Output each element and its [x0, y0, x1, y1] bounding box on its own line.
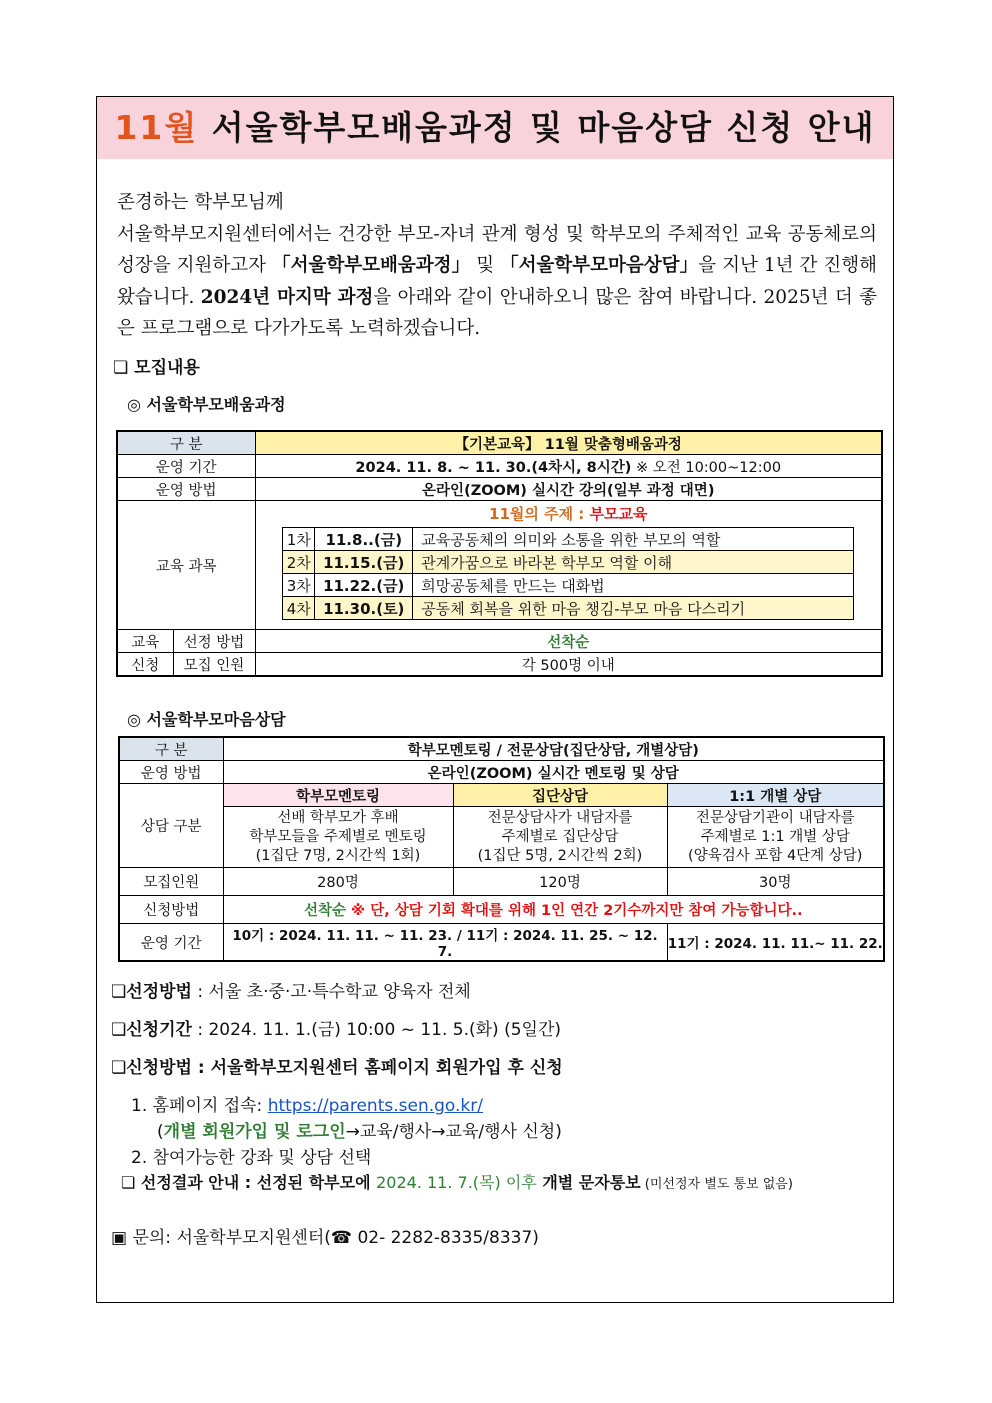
info-result	[121, 1170, 793, 1193]
intro-body	[117, 219, 877, 345]
t1-count-label: 모집 인원	[173, 653, 255, 677]
section2-heading: ◎ 서울학부모마음상담	[127, 710, 286, 729]
result-date: 2024. 11. 7.(목) 이후	[376, 1173, 537, 1192]
apply-red: ※ 단, 상담 기회 확대를 위해 1인 연간 2기수까지만 참여 가능합니다..	[346, 903, 803, 919]
sessions-table	[282, 527, 854, 620]
t1-apply-b: 신청	[117, 653, 173, 677]
session-date: 11.22.(금)	[315, 574, 413, 597]
last-course: 2024년 마지막 과정	[200, 286, 374, 308]
theme-value: 부모교육	[589, 505, 648, 523]
t1-select-value: 선착순	[255, 630, 882, 653]
col-individual: 1:1 개별 상담	[667, 784, 884, 807]
t1-count-value: 각 500명 이내	[255, 653, 882, 677]
desc-line: 학부모들을 주제별로 멘토링	[249, 828, 427, 845]
t2-apply-label: 신청방법	[119, 896, 223, 924]
count-group: 120명	[453, 868, 667, 896]
session-no: 1차	[283, 528, 315, 551]
step1b-open: (	[157, 1122, 164, 1142]
desc-line: (1집단 7명, 2시간씩 1회)	[255, 847, 421, 864]
learning-table	[116, 430, 883, 677]
session-date: 11.8..(금)	[315, 528, 413, 551]
t1-course-cell	[255, 501, 882, 630]
step1-text: 1. 홈페이지 접속:	[131, 1096, 268, 1116]
session-row	[283, 551, 854, 574]
desc-line: 주제별로 집단상담	[501, 828, 619, 845]
method-label: ❏신청방법	[111, 1058, 192, 1078]
session-no: 2차	[283, 551, 315, 574]
t1-theme	[256, 503, 882, 524]
t1-period-note: ※ 오전 10:00~12:00	[631, 459, 782, 476]
t1-select-label: 선정 방법	[173, 630, 255, 653]
title-text: 서울학부모배움과정 및 마음상담 신청 안내	[211, 108, 876, 147]
desc-line: (양육검사 포함 4단계 상담)	[688, 847, 863, 864]
period-value: : 2024. 11. 1.(금) 10:00 ~ 11. 5.(화) (5일간)	[191, 1020, 562, 1040]
notice-frame	[96, 96, 894, 1303]
t2-type-label: 상담 구분	[119, 784, 223, 868]
intro-paragraph	[117, 187, 877, 345]
page-title	[97, 97, 893, 159]
col-group: 집단상담	[453, 784, 667, 807]
session-no: 4차	[283, 597, 315, 620]
session-date: 11.15.(금)	[315, 551, 413, 574]
t1-method-value: 온라인(ZOOM) 실시간 강의(일부 과정 대면)	[255, 478, 882, 501]
t1-period-cell	[255, 455, 882, 478]
t2-method-label: 운영 방법	[119, 761, 223, 784]
intro-part1: 서울학부모지원센터에서는 건강한 부모-자녀 관계 형성 및 학부모의 주체적인 교육 공동체로의 성장을 지원하고자	[117, 223, 877, 276]
desc-line: 전문상담사가 내담자를	[487, 809, 633, 826]
session-row	[283, 597, 854, 620]
session-row	[283, 528, 854, 551]
desc-individual	[667, 807, 884, 868]
homepage-link[interactable]: https://parents.sen.go.kr/	[267, 1096, 483, 1116]
section1-heading: ◎ 서울학부모배움과정	[127, 395, 286, 414]
t1-hdr-value: 【기본교육】 11월 맞춤형배움과정	[255, 431, 882, 455]
count-individual: 30명	[667, 868, 884, 896]
t2-period-label: 운영 기간	[119, 924, 223, 962]
program2-name: 「서울학부모마음상담」	[500, 255, 699, 276]
session-topic: 공동체 회복을 위한 마음 챙김-부모 마음 다스리기	[413, 597, 854, 620]
apply-green: 선착순	[303, 903, 346, 919]
desc-group	[453, 807, 667, 868]
t2-method-value: 온라인(ZOOM) 실시간 멘토링 및 상담	[223, 761, 884, 784]
intro-part2: 을 지난 1년 간 진행해 왔습니다.	[117, 255, 878, 308]
select-value: : 서울 초·중·고·특수학교 양육자 전체	[191, 982, 471, 1002]
intro-part3: 을 아래와 같이 안내하오니 많은 참여 바랍니다. 2025년 더 좋은 프로그램으로 다가가도록 노력하겠습니다.	[117, 286, 878, 339]
result-b: 개별 문자통보	[536, 1173, 641, 1192]
result-a: : 선정된 학부모에	[239, 1173, 377, 1192]
step1b-green: 개별 회원가입 및 로그인	[163, 1122, 346, 1142]
result-label: ❏ 선정결과 안내	[121, 1173, 240, 1192]
recruit-heading: ❏ 모집내용	[113, 358, 200, 378]
session-topic: 희망공동체를 만드는 대화법	[413, 574, 854, 597]
step1	[131, 1091, 483, 1116]
count-mentoring: 280명	[223, 868, 453, 896]
desc-line: 주제별로 1:1 개별 상담	[700, 828, 850, 845]
select-label: ❏선정방법	[111, 982, 192, 1002]
session-row	[283, 574, 854, 597]
title-month: 11월	[114, 108, 199, 147]
t2-apply-value	[223, 896, 884, 924]
t1-hdr-label: 구 분	[117, 431, 255, 455]
info-method	[111, 1053, 563, 1078]
contact: ▣ 문의: 서울학부모지원센터(☎ 02- 2282-8335/8337)	[111, 1228, 539, 1248]
desc-line: 전문상담기관이 내담자를	[695, 809, 855, 826]
t2-count-label: 모집인원	[119, 868, 223, 896]
method-value: : 서울학부모지원센터 홈페이지 회원가입 후 신청	[191, 1058, 563, 1078]
theme-prefix: 11월의 주제 :	[489, 505, 590, 523]
session-topic: 관계가꿈으로 바라본 학부모 역할 이해	[413, 551, 854, 574]
t1-apply-a: 교육	[117, 630, 173, 653]
desc-line: (1집단 5명, 2시간씩 2회)	[477, 847, 643, 864]
counseling-table	[118, 736, 885, 962]
period-individual: 11기 : 2024. 11. 11.~ 11. 22.	[667, 924, 884, 962]
t2-hdr-label: 구 분	[119, 737, 223, 761]
period-mentoring-group: 10기 : 2024. 11. 11. ~ 11. 23. / 11기 : 2024. 11. 25. ~ 12. 7.	[223, 924, 667, 962]
info-period	[111, 1015, 561, 1040]
period-label: ❏신청기간	[111, 1020, 192, 1040]
program1-name: 「서울학부모배움과정」	[271, 255, 471, 276]
step2: 2. 참여가능한 강좌 및 상담 선택	[131, 1148, 372, 1168]
step1b	[157, 1117, 562, 1142]
col-mentoring: 학부모멘토링	[223, 784, 453, 807]
intro-and: 및	[470, 255, 501, 276]
result-note: (미선정자 별도 통보 없음)	[640, 1177, 793, 1192]
session-topic: 교육공동체의 의미와 소통을 위한 부모의 역할	[413, 528, 854, 551]
session-no: 3차	[283, 574, 315, 597]
t2-hdr-value: 학부모멘토링 / 전문상담(집단상담, 개별상담)	[223, 737, 884, 761]
t1-method-label: 운영 방법	[117, 478, 255, 501]
t1-period-label: 운영 기간	[117, 455, 255, 478]
desc-mentoring	[223, 807, 453, 868]
greeting: 존경하는 학부모님께	[117, 192, 284, 213]
t1-period-value: 2024. 11. 8. ~ 11. 30.(4차시, 8시간)	[355, 459, 632, 476]
step1b-rest: →교육/행사→교육/행사 신청)	[345, 1122, 562, 1142]
session-date: 11.30.(토)	[315, 597, 413, 620]
info-select	[111, 977, 471, 1002]
t1-course-label: 교육 과목	[117, 501, 255, 630]
desc-line: 선배 학부모가 후배	[277, 809, 399, 826]
